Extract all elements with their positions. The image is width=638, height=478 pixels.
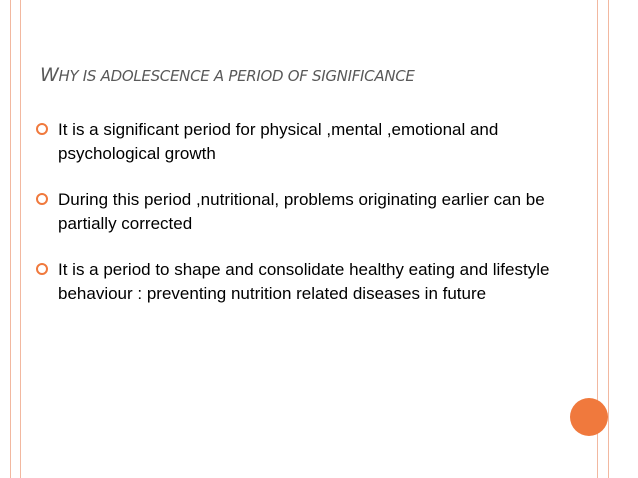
bullet-text: It is a period to shape and consolidate healthy eating and lifestyle behaviour : preventing nutrition related diseases in future: [58, 260, 550, 303]
bullet-circle-icon: [36, 263, 48, 275]
slide-title: [40, 64, 580, 86]
bullet-circle-icon: [36, 123, 48, 135]
left-frame-border: [10, 0, 21, 478]
bullet-item: [36, 188, 556, 236]
bullet-text: During this period ,nutritional, problems originating earlier can be partially corrected: [58, 190, 545, 233]
bullet-item: [36, 258, 556, 306]
slide-title-initial: W: [40, 64, 59, 86]
bullet-circle-icon: [36, 193, 48, 205]
bullet-list: [36, 118, 556, 328]
slide-title-rest: HY IS ADOLESCENCE A PERIOD OF SIGNIFICANCE: [58, 67, 415, 85]
bullet-text: It is a significant period for physical ,mental ,emotional and psychological growth: [58, 120, 499, 163]
accent-circle-decoration: [570, 398, 608, 436]
bullet-item: [36, 118, 556, 166]
